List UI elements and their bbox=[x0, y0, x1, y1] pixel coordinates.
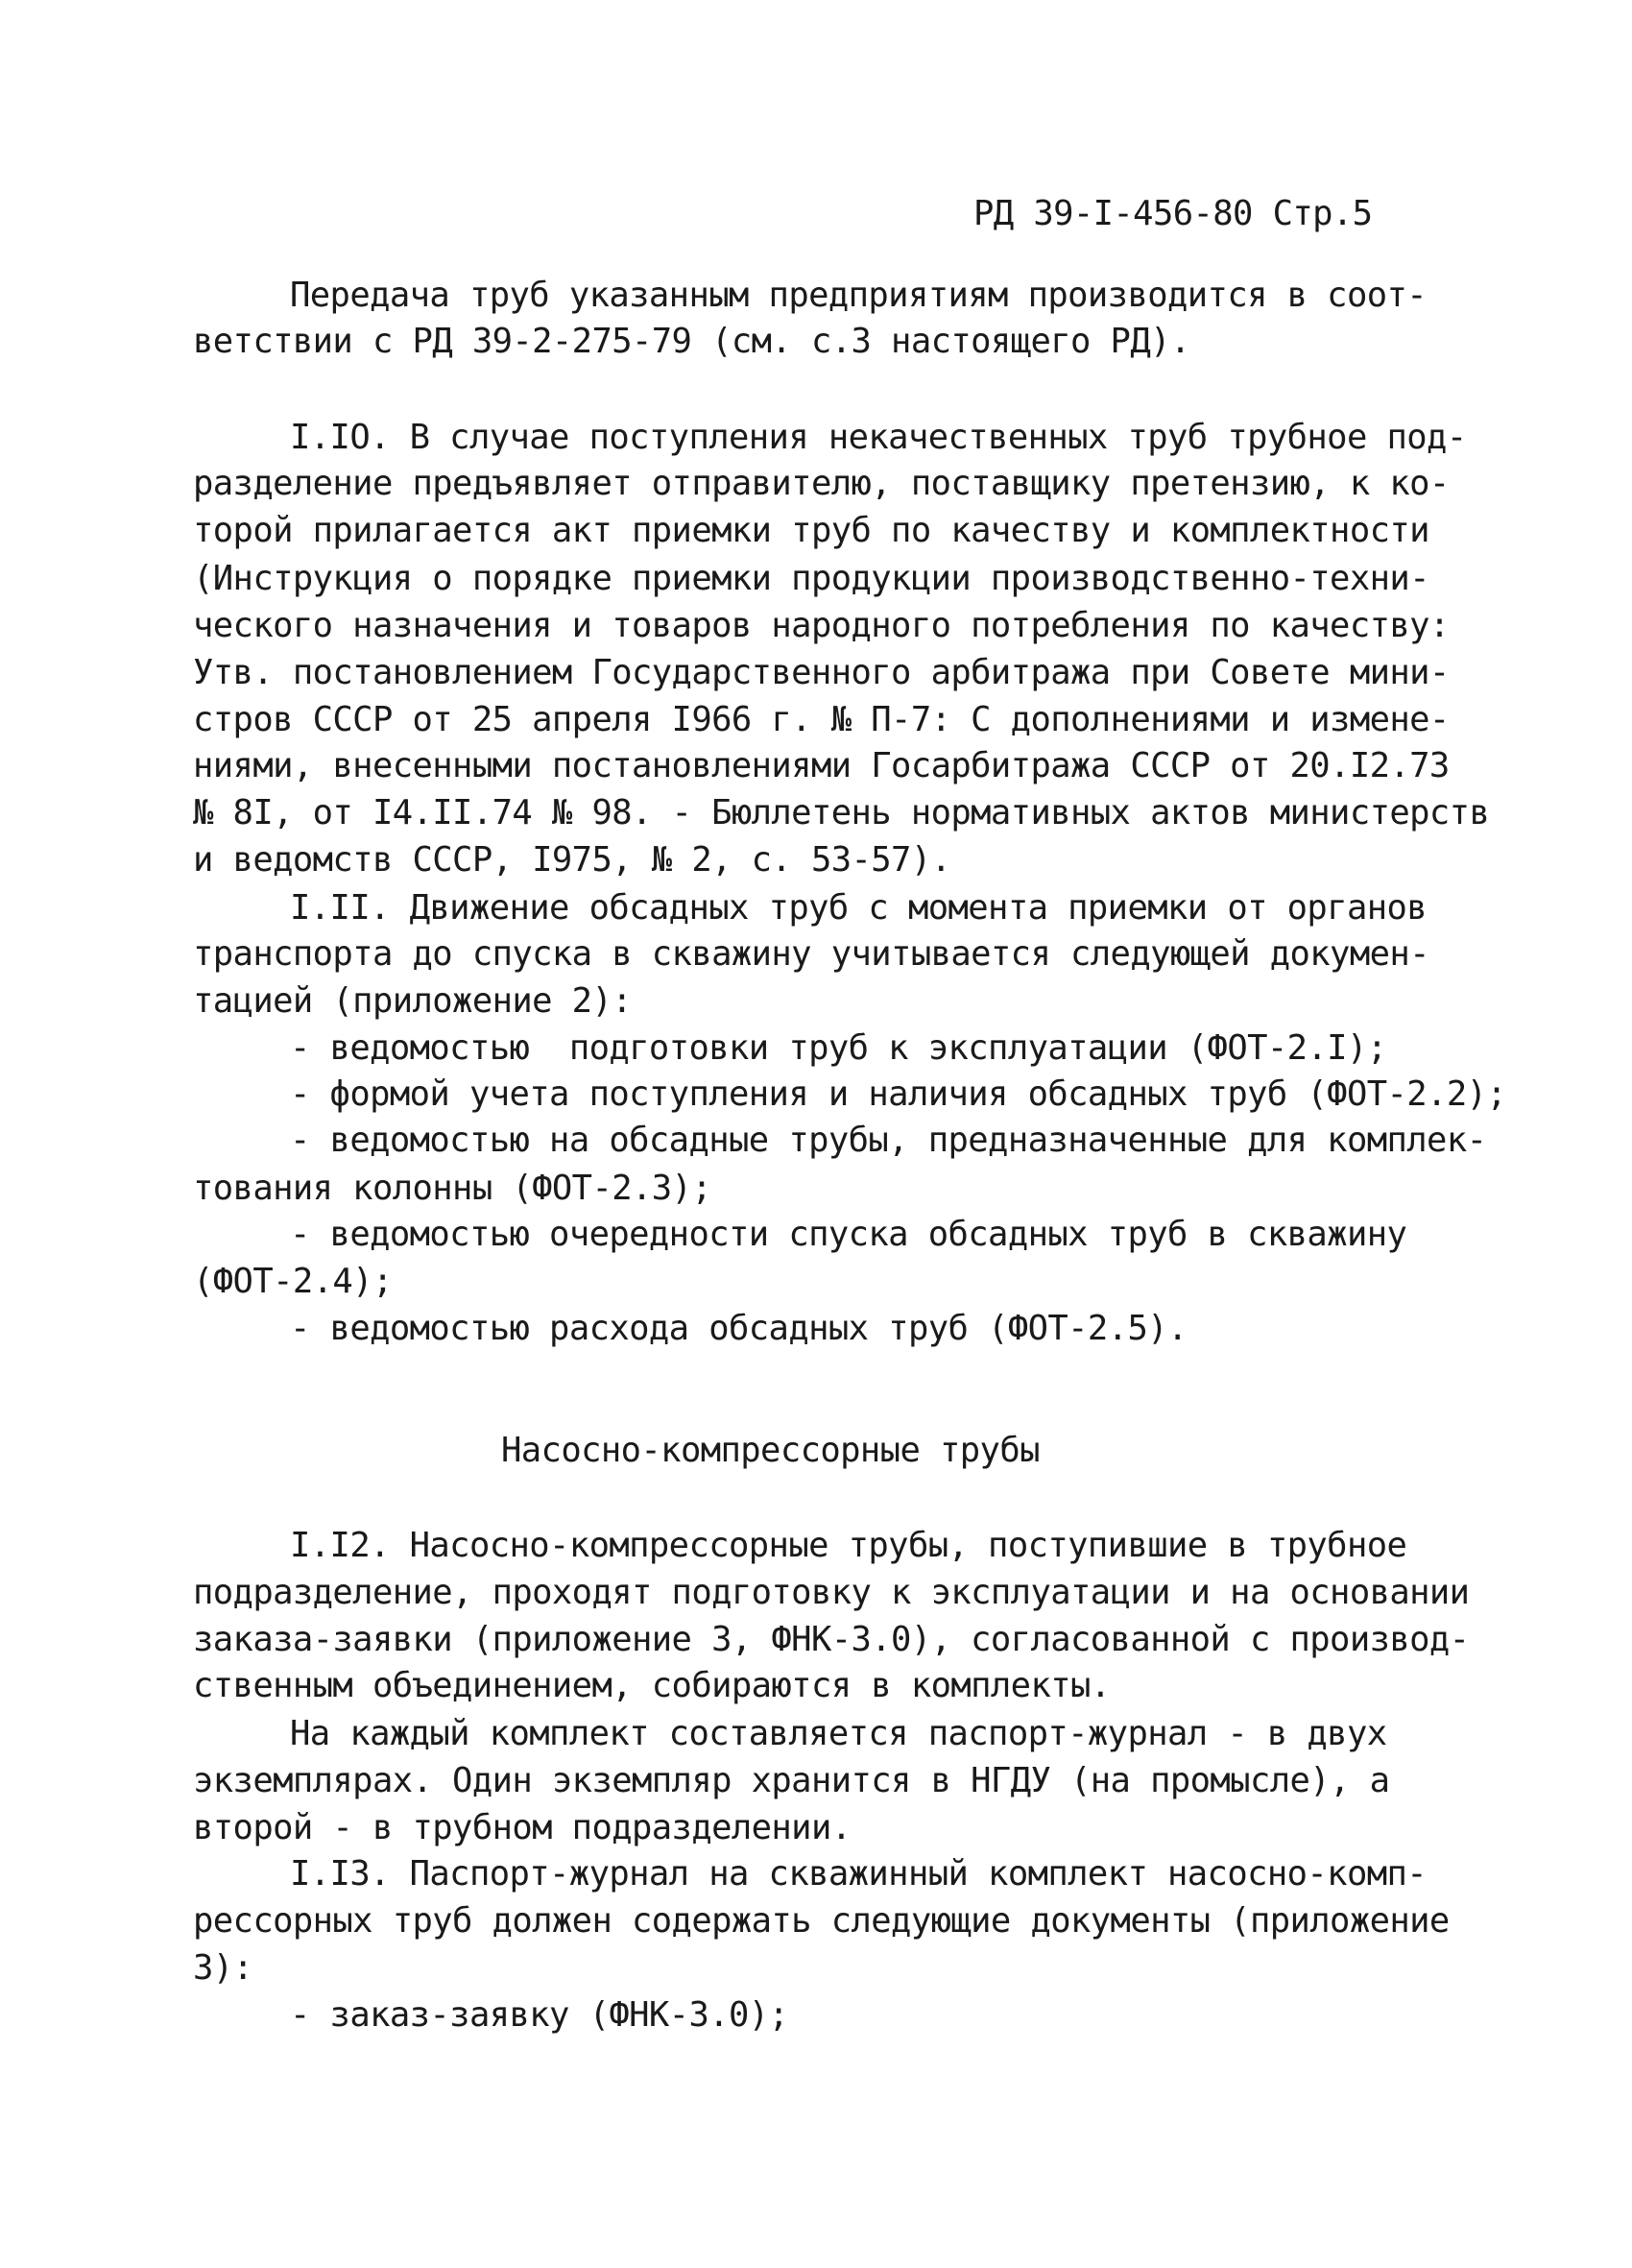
list-item: - ведомостью расхода обсадных труб (ФОТ-2.5). bbox=[290, 1309, 1188, 1348]
body-line: разделение предъявляет отправителю, поставщику претензию, к ко- bbox=[193, 464, 1450, 503]
body-line: Утв. постановлением Государственного арбитража при Совете мини- bbox=[193, 653, 1450, 692]
body-line: ветствии с РД 39-2-275-79 (см. с.3 настоящего РД). bbox=[193, 322, 1190, 361]
body-line: торой прилагается акт приемки труб по качеству и комплектности bbox=[193, 511, 1429, 550]
body-line: второй - в трубном подразделении. bbox=[193, 1808, 852, 1847]
body-line: заказа-заявки (приложение 3, ФНК-3.0), согласованной с производ- bbox=[193, 1620, 1470, 1659]
body-line: и ведомств СССР, I975, № 2, с. 53-57). bbox=[193, 840, 951, 880]
list-item: - заказ-заявку (ФНК-3.0); bbox=[290, 1995, 789, 2035]
body-line: тования колонны (ФОТ-2.3); bbox=[193, 1169, 712, 1208]
body-line: подразделение, проходят подготовку к эксплуатации и на основании bbox=[193, 1573, 1470, 1612]
body-line: тацией (приложение 2): bbox=[193, 981, 633, 1021]
body-line: (Инструкция о порядке приемки продукции производственно-техни- bbox=[193, 559, 1429, 598]
section-heading: Насосно-компрессорные трубы bbox=[501, 1431, 1040, 1470]
body-line: I.I2. Насосно-компрессорные трубы, поступившие в трубное bbox=[290, 1526, 1407, 1565]
body-line: № 8I, от I4.II.74 № 98. - Бюллетень нормативных актов министерств bbox=[193, 793, 1490, 832]
body-line: На каждый комплект составляется паспорт-журнал - в двух bbox=[290, 1714, 1387, 1753]
body-line: стров СССР от 25 апреля I966 г. № П-7: С дополнениями и измене- bbox=[193, 700, 1450, 739]
body-line: I.I3. Паспорт-журнал на скважинный комплект насосно-комп- bbox=[290, 1854, 1428, 1894]
body-line: транспорта до спуска в скважину учитывается следующей докумен- bbox=[193, 934, 1429, 974]
body-line: I.II. Движение обсадных труб с момента приемки от органов bbox=[290, 888, 1428, 928]
body-line: ческого назначения и товаров народного потребления по качеству: bbox=[193, 606, 1450, 645]
body-line: экземплярах. Один экземпляр хранится в НГДУ (на промысле), а bbox=[193, 1761, 1390, 1800]
body-line: Передача труб указанным предприятиям производится в соот- bbox=[290, 276, 1428, 315]
body-line: 3): bbox=[193, 1948, 253, 1988]
list-item: - ведомостью на обсадные трубы, предназначенные для комплек- bbox=[290, 1121, 1487, 1160]
body-line: рессорных труб должен содержать следующие документы (приложение bbox=[193, 1901, 1450, 1941]
body-line: ниями, внесенными постановлениями Госарбитража СССР от 20.I2.73 bbox=[193, 746, 1450, 785]
body-line: I.IO. В случае поступления некачественных труб трубное под- bbox=[290, 418, 1467, 457]
list-item: - формой учета поступления и наличия обсадных труб (ФОТ-2.2); bbox=[290, 1074, 1507, 1114]
list-item: - ведомостью очередности спуска обсадных труб в скважину bbox=[290, 1215, 1407, 1254]
body-line: (ФОТ-2.4); bbox=[193, 1262, 393, 1301]
body-line: ственным объединением, собираются в комплекты. bbox=[193, 1666, 1111, 1705]
list-item: - ведомостью подготовки труб к эксплуатации (ФОТ-2.I); bbox=[290, 1028, 1387, 1068]
document-header: РД 39-I-456-80 Стр.5 bbox=[973, 194, 1373, 233]
